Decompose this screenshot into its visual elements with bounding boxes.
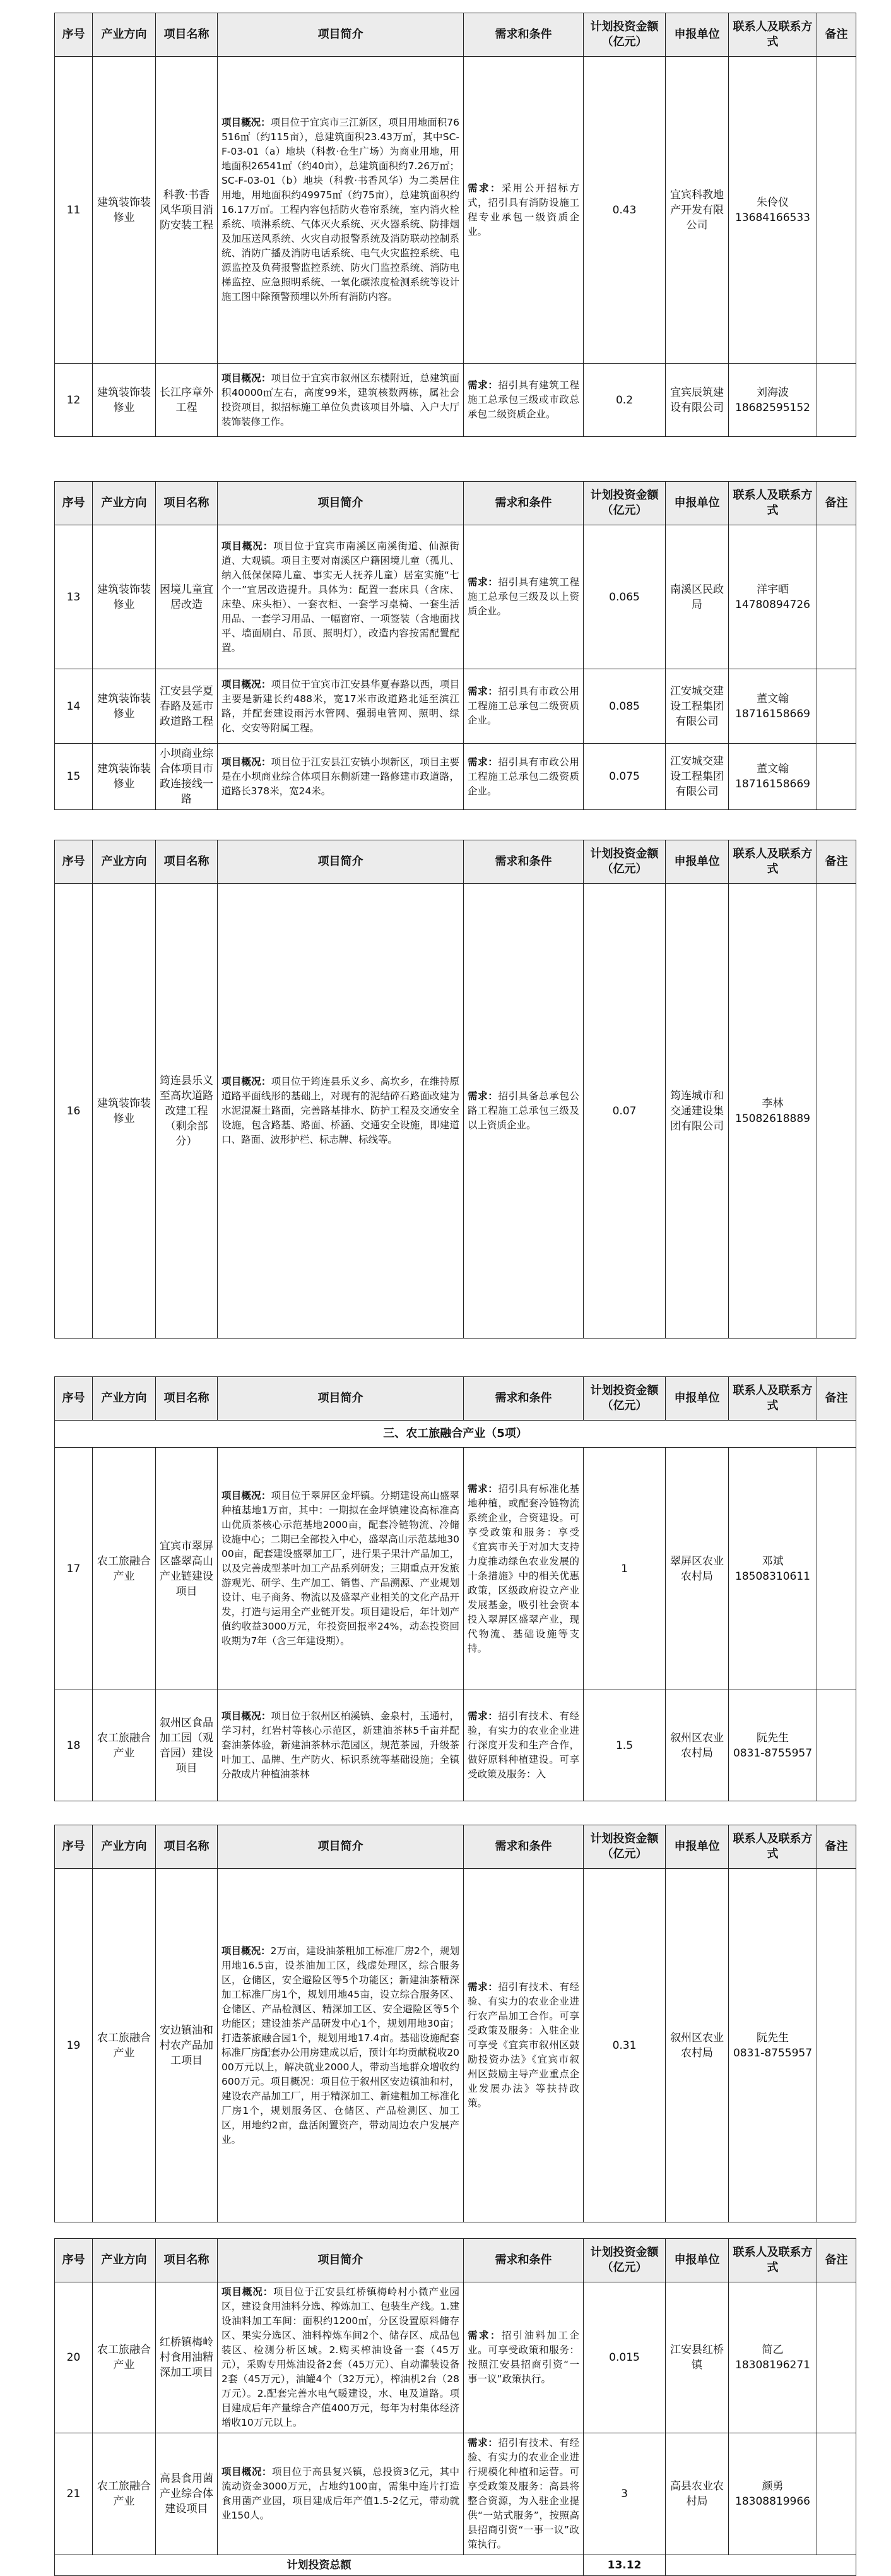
header-industry: 产业方向: [93, 1377, 156, 1421]
cell-no: 12: [55, 364, 93, 437]
table-page-5: [54, 1825, 856, 2222]
total-value: 13.12: [584, 2555, 666, 2576]
cell-unit: 翠屏区农业农村局: [666, 1448, 729, 1690]
contact-name: 董文翰: [757, 692, 789, 705]
project-table: [54, 1825, 856, 2222]
cell-name: 长江序章外工程: [156, 364, 218, 437]
header-no: 序号: [55, 1825, 93, 1869]
intro-label: 项目概况：: [221, 1710, 271, 1722]
contact-phone: 18716158669: [735, 707, 810, 720]
cell-amount: 3: [584, 2433, 666, 2555]
cell-note: [817, 2433, 856, 2555]
cell-contact: [729, 525, 817, 669]
intro-text: 项目位于翠屏区金坪镇。分期建设高山盛翠种植基地1万亩，其中：一期拟在金坪镇建设高标准高山优质茶核心示范基地2000亩，配套冷链物流、冷储设施中心；二期已全部投入中心，盛翠高山示范基地3000亩，配套建设盛翠加工厂，进行果子果汁产品加工，以及完善成型茶叶加工产品系列研发；三期重点开发旅游观光、研学、生产加工、销售、产品溯源、产业规划设计、电子商务、物流以及盛翠产业相关的文化产品开发，打造与运用全产业链开发。项目建设后，年计划产值约收益3000万元，年投资回报率24%，动态投资回收期为7年（含三年建设期）。: [221, 1490, 459, 1647]
cell-amount: 0.015: [584, 2282, 666, 2433]
cell-no: 18: [55, 1690, 93, 1801]
cell-industry: 农工旅融合产业: [93, 1869, 156, 2222]
header-unit: 申报单位: [666, 2239, 729, 2282]
intro-label: 项目概况：: [221, 117, 271, 128]
table-header-row: [55, 2239, 856, 2282]
req-label: 需求：: [468, 576, 499, 588]
contact-phone: 13684166533: [735, 211, 810, 224]
cell-requirements: [464, 2282, 584, 2433]
contact-phone: 15082618889: [735, 1112, 810, 1125]
header-name: 项目名称: [156, 1377, 218, 1421]
cell-contact: [729, 744, 817, 810]
intro-label: 项目概况：: [221, 2286, 274, 2298]
req-text: 招引具有建筑工程施工总承包三级及以上资质企业。: [468, 576, 579, 617]
header-requirements: 需求和条件: [464, 482, 584, 525]
cell-name: 江安县学夏春路及延市政道路工程: [156, 669, 218, 744]
cell-contact: [729, 2282, 817, 2433]
cell-contact: [729, 364, 817, 437]
cell-note: [817, 744, 856, 810]
cell-name: 困境儿童宜居改造: [156, 525, 218, 669]
cell-unit: 叙州区农业农村局: [666, 1869, 729, 2222]
table-row: [55, 884, 856, 1339]
cell-name: 科教·书香风华项目消防安装工程: [156, 57, 218, 364]
table-page-1: [54, 13, 856, 437]
intro-text: 项目位于宜宾市江安县华夏春路以西，项目主要是新建长约488米，宽17米市政道路北延至滨江路，并配套建设雨污水管网、强弱电管网、照明、绿化、交安等附属工程。: [221, 678, 459, 734]
intro-label: 项目概况：: [221, 2466, 272, 2478]
header-industry: 产业方向: [93, 840, 156, 884]
cell-contact: [729, 884, 817, 1339]
cell-amount: 1.5: [584, 1690, 666, 1801]
cell-no: 14: [55, 669, 93, 744]
intro-label: 项目概况：: [221, 678, 271, 690]
cell-industry: 建筑装饰装修业: [93, 884, 156, 1339]
header-note: 备注: [817, 840, 856, 884]
project-table: [54, 840, 856, 1339]
cell-industry: 农工旅融合产业: [93, 1448, 156, 1690]
header-amount: 计划投资金额（亿元）: [584, 482, 666, 525]
cell-intro: [218, 1869, 464, 2222]
cell-unit: 高县农业农村局: [666, 2433, 729, 2555]
cell-amount: 0.085: [584, 669, 666, 744]
cell-industry: 建筑装饰装修业: [93, 525, 156, 669]
header-note: 备注: [817, 2239, 856, 2282]
cell-intro: [218, 1448, 464, 1690]
cell-contact: [729, 669, 817, 744]
cell-industry: 建筑装饰装修业: [93, 57, 156, 364]
req-text: 招引有技术、有经验、有实力的农业企业进行规模化种植和运营。可享受政策及服务：高县将整合资源，为入驻企业提供“一站式服务”，按照高县招商引资“一事一议”政策执行。: [468, 2437, 579, 2550]
cell-industry: 建筑装饰装修业: [93, 364, 156, 437]
contact-phone: 18308819966: [735, 2495, 810, 2508]
contact-name: 刘海波: [757, 386, 789, 399]
cell-industry: 建筑装饰装修业: [93, 744, 156, 810]
total-label: 计划投资总额: [55, 2555, 584, 2576]
table-header-row: [55, 1377, 856, 1421]
cell-no: 20: [55, 2282, 93, 2433]
req-label: 需求：: [468, 2330, 502, 2341]
table-row: [55, 364, 856, 437]
header-intro: 项目简介: [218, 1825, 464, 1869]
intro-text: 项目位于江安县江安镇小坝新区，项目主要是在小坝商业综合体项目东侧新建一路修建市政道路，道路长378米，宽24米。: [221, 756, 459, 797]
header-name: 项目名称: [156, 482, 218, 525]
header-amount: 计划投资金额（亿元）: [584, 1825, 666, 1869]
cell-no: 21: [55, 2433, 93, 2555]
table-page-3: [54, 840, 856, 1339]
cell-name: 安边镇油和村农产品加工项目: [156, 1869, 218, 2222]
table-row: [55, 57, 856, 364]
req-text: 招引具有市政公用工程施工总承包二级资质企业。: [468, 686, 579, 726]
contact-name: 董文翰: [757, 763, 789, 775]
cell-intro: [218, 669, 464, 744]
cell-note: [817, 1869, 856, 2222]
cell-requirements: [464, 744, 584, 810]
header-no: 序号: [55, 840, 93, 884]
project-table: [54, 2238, 856, 2576]
header-requirements: 需求和条件: [464, 1377, 584, 1421]
project-table: [54, 1376, 856, 1801]
cell-amount: 0.43: [584, 57, 666, 364]
cell-intro: [218, 525, 464, 669]
header-no: 序号: [55, 2239, 93, 2282]
cell-requirements: [464, 1690, 584, 1801]
header-note: 备注: [817, 13, 856, 57]
intro-label: 项目概况：: [221, 756, 271, 768]
header-name: 项目名称: [156, 2239, 218, 2282]
table-header-row: [55, 13, 856, 57]
cell-note: [817, 669, 856, 744]
cell-note: [817, 1690, 856, 1801]
cell-amount: 0.07: [584, 884, 666, 1339]
cell-industry: 农工旅融合产业: [93, 2282, 156, 2433]
intro-text: 项目位于宜宾市叙州区东楼附近，总建筑面积40000㎡左右，高度99米，建筑核数两栋，属社会投资项目，拟招标施工单位负责该项目外墙、入户大厅装饰装修工作。: [221, 372, 459, 427]
header-intro: 项目简介: [218, 13, 464, 57]
cell-contact: [729, 1448, 817, 1690]
contact-phone: 0831-8755957: [733, 2046, 813, 2060]
req-label: 需求：: [468, 379, 499, 391]
req-label: 需求：: [468, 1981, 499, 1993]
intro-text: 项目位于宜宾市三江新区，项目用地面积76516㎡（约115亩），总建筑面积23.43万㎡，其中SC-F-03-01（a）地块（科教·仓生广场）为商业用地，用地面积26541㎡（约40亩），总建筑面积约7.26万㎡；SC-F-03-01（b）地块（科教·书香风华）为二类居住用地，用地面积约49975㎡（约75亩），总建筑面积约16.17万㎡。工程内容包括防火卷帘系统，室内消火栓系统、喷淋系统、气体灭火系统、灭火器系统、防排烟及加压送风系统、火灾自动报警系统及消防联动控制系统、消防广播及消防电话系统、电气火灾监控系统、电源监控及负荷报警监控系统、防火门监控系统、消防电梯监控、应急照明系统、一氧化碳浓度检测系统等设计施工图中除预警预埋以外所有消防内容。: [221, 117, 459, 302]
header-amount: 计划投资金额（亿元）: [584, 1377, 666, 1421]
cell-intro: [218, 2433, 464, 2555]
cell-note: [817, 2282, 856, 2433]
req-text: 采用公开招标方式，招引具有消防设施工程专业承包一级资质企业。: [468, 182, 579, 237]
header-note: 备注: [817, 482, 856, 525]
cell-unit: 南溪区民政局: [666, 525, 729, 669]
cell-unit: 宜宾科教地产开发有限公司: [666, 57, 729, 364]
intro-text: 项目位于筠连县乐义乡、高坎乡，在维持原道路平面线形的基础上，对现有的泥结碎石路面改建为水泥混凝土路面，完善路基排水、防护工程及交通安全设施，包含路基、路面、桥涵、交通安全设施，即建道口、路面、波形护栏、标志牌、标线等。: [221, 1076, 459, 1145]
table-row: [55, 2433, 856, 2555]
contact-name: 洋宇晒: [757, 583, 789, 596]
req-label: 需求：: [468, 1090, 499, 1102]
table-row: [55, 1869, 856, 2222]
req-text: 招引具有建筑工程施工总承包三级或市政总承包二级资质企业。: [468, 379, 579, 420]
cell-amount: 0.31: [584, 1869, 666, 2222]
header-requirements: 需求和条件: [464, 840, 584, 884]
header-industry: 产业方向: [93, 2239, 156, 2282]
cell-amount: 1: [584, 1448, 666, 1690]
cell-intro: [218, 364, 464, 437]
contact-name: 阮先生: [757, 2031, 789, 2044]
header-requirements: 需求和条件: [464, 13, 584, 57]
header-no: 序号: [55, 482, 93, 525]
header-unit: 申报单位: [666, 840, 729, 884]
cell-industry: 建筑装饰装修业: [93, 669, 156, 744]
cell-intro: [218, 57, 464, 364]
header-industry: 产业方向: [93, 482, 156, 525]
project-table: [54, 481, 856, 810]
header-industry: 产业方向: [93, 13, 156, 57]
cell-no: 17: [55, 1448, 93, 1690]
cell-requirements: [464, 884, 584, 1339]
cell-amount: 0.2: [584, 364, 666, 437]
cell-requirements: [464, 2433, 584, 2555]
header-contact: 联系人及联系方式: [729, 1377, 817, 1421]
contact-name: 颜勇: [762, 2480, 784, 2493]
cell-note: [817, 364, 856, 437]
table-row: [55, 669, 856, 744]
header-no: 序号: [55, 1377, 93, 1421]
cell-no: 15: [55, 744, 93, 810]
header-intro: 项目简介: [218, 1377, 464, 1421]
cell-requirements: [464, 57, 584, 364]
header-intro: 项目简介: [218, 2239, 464, 2282]
cell-name: 高县食用菌产业综合体建设项目: [156, 2433, 218, 2555]
cell-unit: 江安县红桥镇: [666, 2282, 729, 2433]
header-name: 项目名称: [156, 13, 218, 57]
cell-contact: [729, 2433, 817, 2555]
table-row: [55, 525, 856, 669]
cell-intro: [218, 744, 464, 810]
intro-text: 项目位于江安县红桥镇梅岭村小微产业园区，建设食用油料分选、榨炼加工、包装生产线。1.建设油料加工车间：面积约1200㎡，分区设置原料储存区、果实分选区、油料榨炼车间2个、储存区、成品包装区、检测分析区域。2.购买榨油设备一套（45万元），采购专用炼油设备2套（45万元）、自动灌装设备2套（45万元），油罐4个（32万元），榨油机2台（28万元）。2.配套完善水电气暖建设，水、电及道路。项目建成后年产量综合产值400万元，每年为村集体经济增收10万元以上。: [221, 2286, 459, 2428]
cell-name: 小坝商业综合体项目市政连接线一路: [156, 744, 218, 810]
header-name: 项目名称: [156, 1825, 218, 1869]
header-contact: 联系人及联系方式: [729, 1825, 817, 1869]
req-text: 招引油料加工企业。可享受政策和服务：按照江安县招商引资“一事一议”政策执行。: [468, 2330, 579, 2385]
cell-contact: [729, 1869, 817, 2222]
contact-phone: 0831-8755957: [733, 1746, 813, 1760]
total-row: [55, 2555, 856, 2576]
cell-name: 筠连县乐义至高坎道路改建工程（剩余部分）: [156, 884, 218, 1339]
intro-text: 2万亩，建设油茶粗加工标准厂房2个，规划用地16.5亩，设茶油加工区，线虚处理区，综合服务区，仓储区，安全避险区等5个功能区；新建油茶精深加工标准厂房1个，规划用地45亩，设立综合服务区、仓储区、产品检测区、精深加工区、安全避险区等5个功能区；建设油茶产品研发中心1个，规划用地30亩；打造茶旅融合园1个，规划用地17.4亩。基础设施配套标准厂房配套办公用房建成以后，预计年均贡献税收2000万元以上，解决就业2000人，带动当地群众增收约600万元。项目概况：项目位于叙州区安边镇油和村，建设农产品加工厂，用于精深加工、新建粗加工标准化厂房1个，规划服务区、仓储区、产品检测区、加工区，用地约2亩，盘活闲置资产，带动周边农户发展产业。: [221, 1945, 459, 2145]
cell-contact: [729, 57, 817, 364]
section-header-row: [55, 1421, 856, 1448]
intro-label: 项目概况：: [221, 372, 271, 384]
cell-note: [817, 884, 856, 1339]
header-unit: 申报单位: [666, 13, 729, 57]
header-amount: 计划投资金额（亿元）: [584, 840, 666, 884]
cell-note: [817, 1448, 856, 1690]
table-page-4: [54, 1376, 856, 1801]
req-text: 招引有技术、有经验，有实力的农业企业进行深度开发和生产合作，做好原料种植建设。可享受政策及服务：入: [468, 1710, 579, 1780]
cell-name: 红桥镇梅岭村食用油精深加工项目: [156, 2282, 218, 2433]
req-text: 招引具有市政公用工程施工总承包二级资质企业。: [468, 756, 579, 797]
cell-intro: [218, 2282, 464, 2433]
req-text: 招引具备总承包公路工程施工总承包三级及以上资质企业。: [468, 1090, 579, 1131]
cell-note: [817, 57, 856, 364]
cell-amount: 0.075: [584, 744, 666, 810]
table-header-row: [55, 840, 856, 884]
cell-unit: 宜宾辰筑建设有限公司: [666, 364, 729, 437]
cell-requirements: [464, 669, 584, 744]
cell-unit: 筠连城市和交通建设集团有限公司: [666, 884, 729, 1339]
contact-name: 简乙: [762, 2344, 784, 2356]
header-unit: 申报单位: [666, 1377, 729, 1421]
intro-label: 项目概况：: [221, 1076, 271, 1087]
header-amount: 计划投资金额（亿元）: [584, 13, 666, 57]
cell-intro: [218, 1690, 464, 1801]
cell-name: 宜宾市翠屏区盛翠高山产业链建设项目: [156, 1448, 218, 1690]
intro-text: 项目位于高县复兴镇，总投资3亿元，其中流动资金3000万元，占地约100亩，需集中连片打造食用菌产业园，项目建成后年产值1.5-2亿元，带动就业150人。: [221, 2466, 459, 2521]
header-requirements: 需求和条件: [464, 1825, 584, 1869]
contact-name: 李林: [762, 1097, 784, 1110]
cell-requirements: [464, 525, 584, 669]
cell-no: 16: [55, 884, 93, 1339]
cell-amount: 0.065: [584, 525, 666, 669]
req-label: 需求：: [468, 686, 499, 697]
table-page-2: [54, 481, 856, 810]
section-title: 三、农工旅融合产业（5项）: [55, 1421, 856, 1448]
table-row: [55, 744, 856, 810]
header-name: 项目名称: [156, 840, 218, 884]
cell-unit: 叙州区农业农村局: [666, 1690, 729, 1801]
cell-requirements: [464, 1869, 584, 2222]
header-requirements: 需求和条件: [464, 2239, 584, 2282]
header-unit: 申报单位: [666, 1825, 729, 1869]
contact-name: 邓斌: [762, 1554, 784, 1568]
cell-requirements: [464, 364, 584, 437]
header-note: 备注: [817, 1377, 856, 1421]
intro-label: 项目概况：: [221, 1945, 271, 1957]
header-contact: 联系人及联系方式: [729, 13, 817, 57]
cell-requirements: [464, 1448, 584, 1690]
intro-text: 项目位于叙州区柏溪镇、金泉村，玉通村，学习村，红岩村等核心示范区，新建油茶林5千亩并配套油茶体验，新建油茶林示范园区，规范茶园，升级茶叶加工、品牌、生产防火、标识系统等基础设施；全镇分散成片种植油茶林: [221, 1710, 459, 1780]
table-row: [55, 1448, 856, 1690]
cell-no: 11: [55, 57, 93, 364]
req-text: 招引具有标准化基地种植，或配套冷链物流系统企业，合资建设。可享受政策和服务：享受《宜宾市关于对加大支持力度推动绿色农业发展的十条措施》中的相关优惠政策，区级政府设立产业发展基金，吸引社会资本投入翠屏区盛翠产业，现代物流、基础设施等支持。: [468, 1482, 579, 1654]
cell-no: 19: [55, 1869, 93, 2222]
contact-phone: 14780894726: [735, 598, 810, 611]
req-label: 需求：: [468, 1710, 499, 1722]
contact-phone: 18308196271: [735, 2359, 810, 2371]
table-row: [55, 2282, 856, 2433]
header-contact: 联系人及联系方式: [729, 482, 817, 525]
header-no: 序号: [55, 13, 93, 57]
contact-phone: 18716158669: [735, 778, 810, 790]
cell-note: [817, 525, 856, 669]
header-amount: 计划投资金额（亿元）: [584, 2239, 666, 2282]
cell-unit: 江安城交建设工程集团有限公司: [666, 744, 729, 810]
table-header-row: [55, 1825, 856, 1869]
contact-phone: 18682595152: [735, 401, 810, 414]
req-text: 招引有技术、有经验、有实力的农业企业进行农产品加工合作。可享受政策及服务：入驻企业可享受《宜宾市叙州区鼓励投资办法》《宜宾市叙州区鼓励主导产业重点企业发展办法》等扶持政策。: [468, 1981, 579, 2109]
contact-name: 阮先生: [757, 1731, 789, 1744]
req-label: 需求：: [468, 2437, 499, 2448]
cell-unit: 江安城交建设工程集团有限公司: [666, 669, 729, 744]
intro-label: 项目概况：: [221, 540, 274, 552]
intro-label: 项目概况：: [221, 1490, 271, 1501]
cell-intro: [218, 884, 464, 1339]
cell-name: 叙州区食品加工园（观音园）建设项目: [156, 1690, 218, 1801]
header-intro: 项目简介: [218, 840, 464, 884]
project-table: [54, 13, 856, 437]
contact-phone: 18508310611: [735, 1570, 810, 1583]
intro-text: 项目位于宜宾市南溪区南溪街道、仙源街道、大观镇。项目主要对南溪区户籍困境儿童（孤儿、纳入低保保障儿童、事实无人抚养儿童）居室实施“七个一”宜居改造提升。具体为：配置一套床具（含床、床垫、床头柜）、一套衣柜、一套学习桌椅、一套生活用品、一套学习用品、一幅窗帘、一项签装（含地面找平、墙面刷白、吊顶、照明灯），改造内容按需配置配置。: [221, 540, 459, 653]
req-label: 需求：: [468, 1482, 499, 1494]
cell-no: 13: [55, 525, 93, 669]
header-industry: 产业方向: [93, 1825, 156, 1869]
header-intro: 项目简介: [218, 482, 464, 525]
table-row: [55, 1690, 856, 1801]
cell-contact: [729, 1690, 817, 1801]
header-contact: 联系人及联系方式: [729, 840, 817, 884]
req-label: 需求：: [468, 182, 502, 194]
contact-name: 朱伶仪: [757, 196, 789, 209]
total-blank: [666, 2555, 856, 2576]
cell-industry: 农工旅融合产业: [93, 2433, 156, 2555]
req-label: 需求：: [468, 756, 499, 768]
header-note: 备注: [817, 1825, 856, 1869]
cell-industry: 农工旅融合产业: [93, 1690, 156, 1801]
table-header-row: [55, 482, 856, 525]
table-page-6: [54, 2238, 856, 2576]
header-unit: 申报单位: [666, 482, 729, 525]
header-contact: 联系人及联系方式: [729, 2239, 817, 2282]
